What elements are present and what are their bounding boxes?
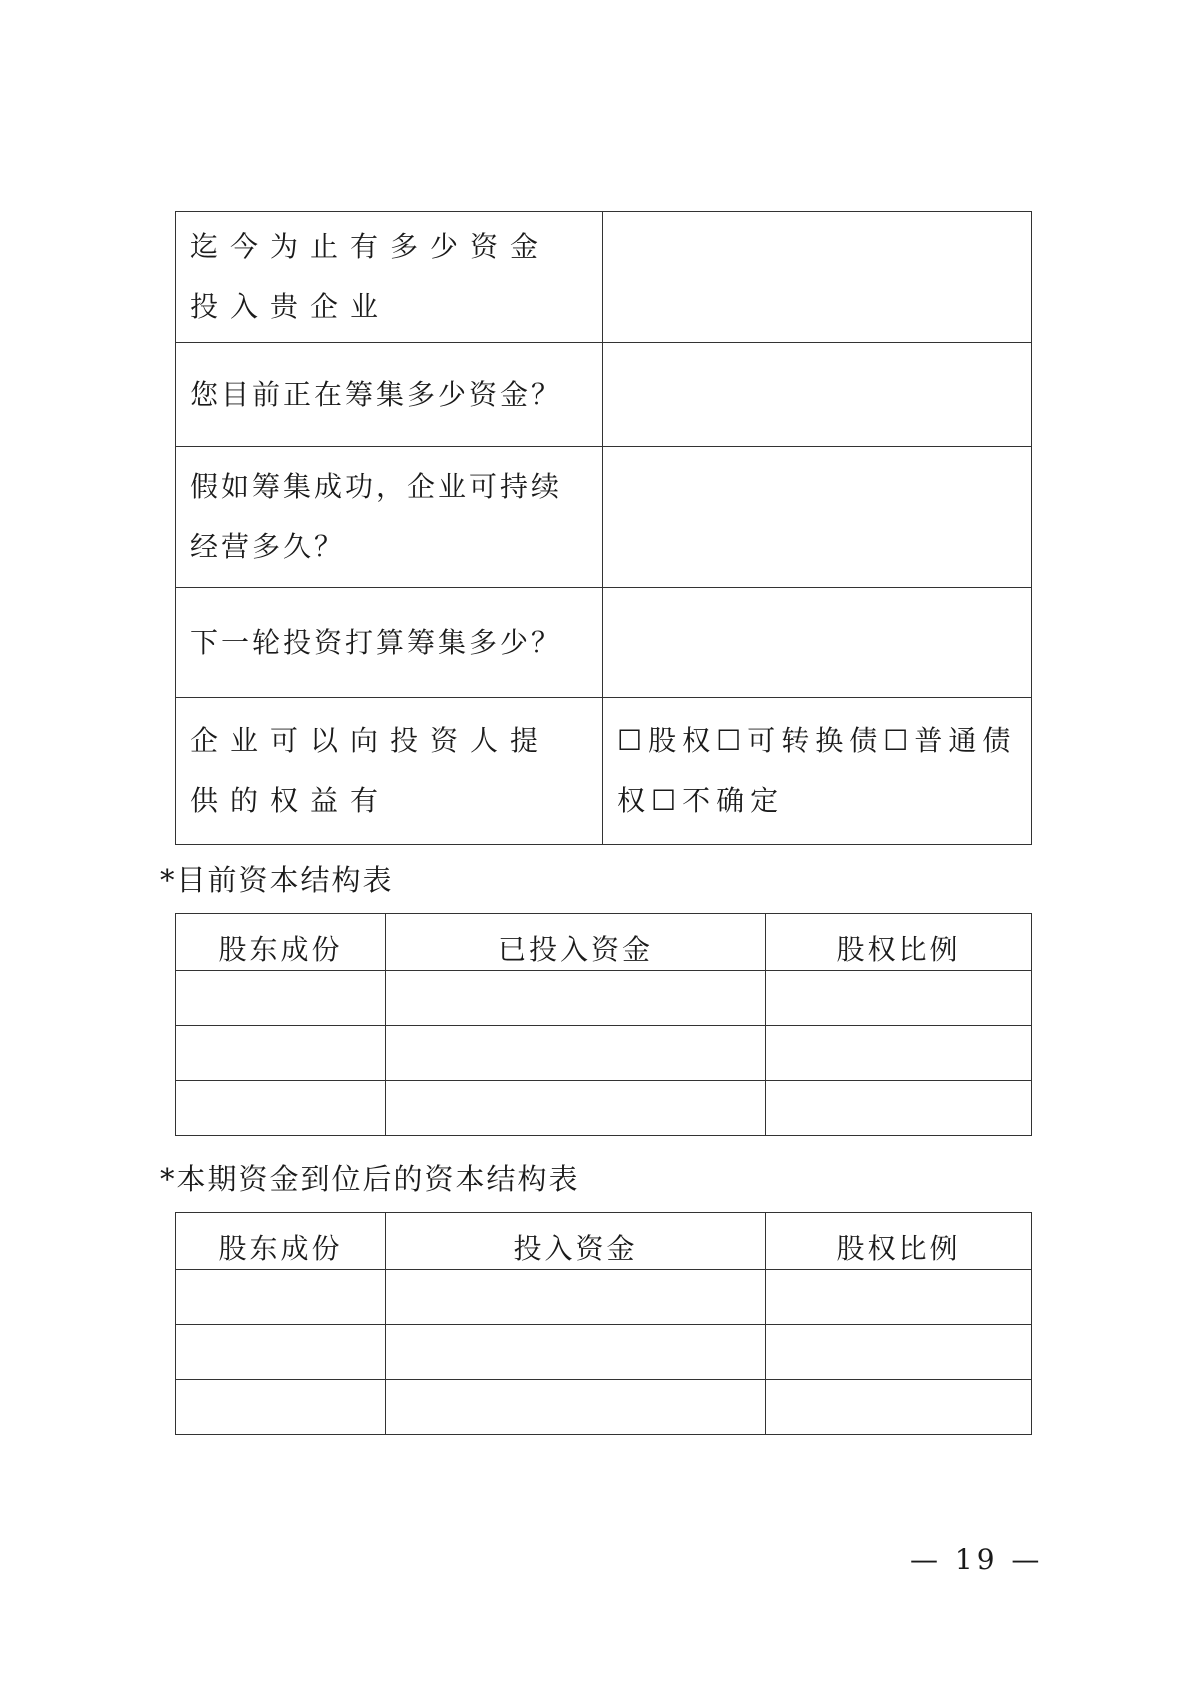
table-row <box>176 1325 1032 1380</box>
checkbox-icon[interactable]: ☐ <box>617 724 649 757</box>
question-cell: 企业可以向投资人提供的权益有 <box>176 698 603 845</box>
header-equity-ratio: 股权比例 <box>766 1213 1032 1270</box>
convertible-debt-option[interactable] <box>716 724 883 757</box>
table-cell[interactable] <box>386 1026 766 1081</box>
table-cell[interactable] <box>176 1325 386 1380</box>
table-cell[interactable] <box>766 1026 1032 1081</box>
table-row <box>176 212 1032 343</box>
header-equity-ratio: 股权比例 <box>766 914 1032 971</box>
table-header-row <box>176 1213 1032 1270</box>
header-shareholder: 股东成份 <box>176 914 386 971</box>
header-invested-capital: 投入资金 <box>386 1213 766 1270</box>
answer-cell[interactable] <box>603 588 1032 698</box>
answer-cell[interactable] <box>603 447 1032 588</box>
checkbox-icon[interactable]: ☐ <box>883 724 915 757</box>
table-row <box>176 1026 1032 1081</box>
table-cell[interactable] <box>386 1081 766 1136</box>
table-row <box>176 971 1032 1026</box>
question-cell: 假如筹集成功，企业可持续经营多久？ <box>176 447 603 588</box>
table-cell[interactable] <box>386 1380 766 1435</box>
table-cell[interactable] <box>176 1026 386 1081</box>
convertible-debt-option-label: 可转换债 <box>747 724 884 757</box>
table-cell[interactable] <box>766 971 1032 1026</box>
table-cell[interactable] <box>766 1081 1032 1136</box>
table-row <box>176 343 1032 447</box>
post-structure-table <box>175 1212 1032 1435</box>
post-structure-title: *本期资金到位后的资本结构表 <box>160 1162 580 1196</box>
equity-option-label: 股权 <box>648 724 717 757</box>
table-row <box>176 1081 1032 1136</box>
header-shareholder: 股东成份 <box>176 1213 386 1270</box>
table-row <box>176 1380 1032 1435</box>
answer-cell[interactable] <box>603 343 1032 447</box>
table-cell[interactable] <box>176 1380 386 1435</box>
equity-options-cell <box>603 698 1032 845</box>
equity-option[interactable] <box>617 724 716 757</box>
question-cell: 您目前正在筹集多少资金？ <box>176 343 603 447</box>
question-cell: 迄今为止有多少资金投入贵企业 <box>176 212 603 343</box>
current-structure-title: *目前资本结构表 <box>160 863 394 897</box>
table-cell[interactable] <box>386 1325 766 1380</box>
table-cell[interactable] <box>386 971 766 1026</box>
undetermined-option[interactable] <box>651 784 784 817</box>
table-row <box>176 1270 1032 1325</box>
table-cell[interactable] <box>766 1325 1032 1380</box>
table-header-row <box>176 914 1032 971</box>
table-cell[interactable] <box>766 1270 1032 1325</box>
table-row <box>176 698 1032 845</box>
undetermined-option-label: 不确定 <box>682 784 785 817</box>
table-row <box>176 447 1032 588</box>
funding-questionnaire-table <box>175 211 1032 845</box>
table-cell[interactable] <box>176 1270 386 1325</box>
current-structure-table <box>175 913 1032 1136</box>
answer-cell[interactable] <box>603 212 1032 343</box>
table-row <box>176 588 1032 698</box>
ordinary-debt-option-label: 普通债权 <box>617 724 1017 817</box>
header-invested-capital: 已投入资金 <box>386 914 766 971</box>
checkbox-icon[interactable]: ☐ <box>716 724 748 757</box>
checkbox-icon[interactable]: ☐ <box>651 784 683 817</box>
question-cell: 下一轮投资打算筹集多少？ <box>176 588 603 698</box>
page-number: — 19 — <box>910 1543 1044 1576</box>
table-cell[interactable] <box>176 1081 386 1136</box>
table-cell[interactable] <box>386 1270 766 1325</box>
table-cell[interactable] <box>176 971 386 1026</box>
table-cell[interactable] <box>766 1380 1032 1435</box>
